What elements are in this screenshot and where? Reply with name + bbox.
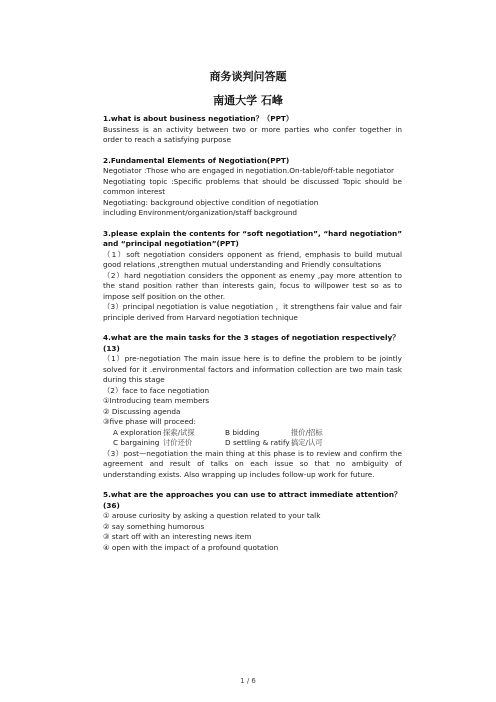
- phase-row: [103, 438, 402, 449]
- phase-term: B bidding: [225, 427, 260, 437]
- document-author: 南通大学 石峰: [213, 94, 283, 107]
- question-2-heading: 2.Fundamental Elements of Negotiation(PPT): [103, 155, 290, 165]
- question-3: [103, 229, 402, 324]
- document-body: [103, 114, 402, 553]
- question-3-paragraph: （2）hard negotiation considers the opponent as enemy ,pay more attention to the stand position rather than interests gain, focus to willpower test so as to impose self position on the other.: [103, 270, 402, 301]
- question-4-heading: 4.what are the main tasks for the 3 stages of negotiation respectively？(13): [103, 333, 400, 353]
- question-2-line: Negotiating topic :Specific problems that should be discussed Topic should be common interest: [103, 176, 402, 196]
- phase-translation: 探索/试探: [163, 427, 195, 437]
- question-2-line: Negotiating: background objective condition of negotiation: [103, 197, 319, 207]
- question-1: [103, 114, 402, 146]
- document-title: 商务谈判问答题: [209, 70, 287, 83]
- phase-translation: 讨价还价: [163, 438, 193, 447]
- question-4-paragraph: （2）face to face negotiation: [103, 385, 210, 395]
- question-2-line: Negotiator :Those who are engaged in negotiation.On-table/off-table negotiator: [103, 166, 395, 175]
- question-4-list-item: ② Discussing agenda: [103, 406, 181, 416]
- question-2: [103, 156, 402, 219]
- question-3-paragraph: （1）soft negotiation considers opponent as friend, emphasis to build mutual good relations ,strengthen mutual understanding and Friendly consultations: [103, 249, 402, 269]
- phase-term: A exploration: [113, 427, 162, 437]
- question-5: [103, 490, 402, 553]
- question-1-answer: Bussiness is an activity between two or more parties who confer together in order to reach a satisfying purpose: [103, 124, 402, 144]
- question-5-list-item: ① arouse curiosity by asking a question related to your talk: [103, 511, 321, 520]
- question-4-list-item: ③five phase will proceed:: [103, 417, 196, 426]
- question-5-list-item: ② say something humorous: [103, 521, 205, 531]
- phase-term: C bargaining: [113, 438, 160, 447]
- phase-translation: 报价/招标: [291, 427, 323, 437]
- question-4-list-item: ①Introducing team members: [103, 396, 210, 405]
- phase-translation: 搞定/认可: [291, 438, 323, 447]
- page-number: 1 / 6: [240, 677, 256, 685]
- question-4-paragraph: （3）post—negotiation the main thing at this phase is to review and confirm the agreement and result of talks on each issue so that no ambiguity of understanding exists. Also wrapping up includes follow-up work for future.: [103, 448, 402, 479]
- phase-row: [103, 428, 402, 439]
- question-4-paragraph: （1）pre-negotiation The main issue here is to define the problem to be jointly solved for it .environmental factors and information collection are two main task during this stage: [103, 354, 402, 384]
- question-4: [103, 333, 402, 480]
- question-5-list-item: ④ open with the impact of a profound quotation: [103, 542, 279, 552]
- question-5-list-item: ③ start off with an interesting news item: [103, 532, 252, 541]
- phase-term: D settling & ratify: [225, 438, 290, 447]
- question-2-line: including Environment/organization/staff background: [103, 208, 298, 217]
- question-5-heading: 5.what are the approaches you can use to attract immediate attention？(36): [103, 490, 402, 510]
- question-3-heading: 3.please explain the contents for “soft negotiation”, “hard negotiation” and “principal negotiation”(PPT): [103, 228, 402, 248]
- question-3-paragraph: （3）principal negotiation is value negotiation ，it strengthens fair value and fair principle derived from Harvard negotiation technique: [103, 302, 402, 322]
- question-1-heading: 1.what is about business negotiation？（PPT）: [103, 114, 294, 123]
